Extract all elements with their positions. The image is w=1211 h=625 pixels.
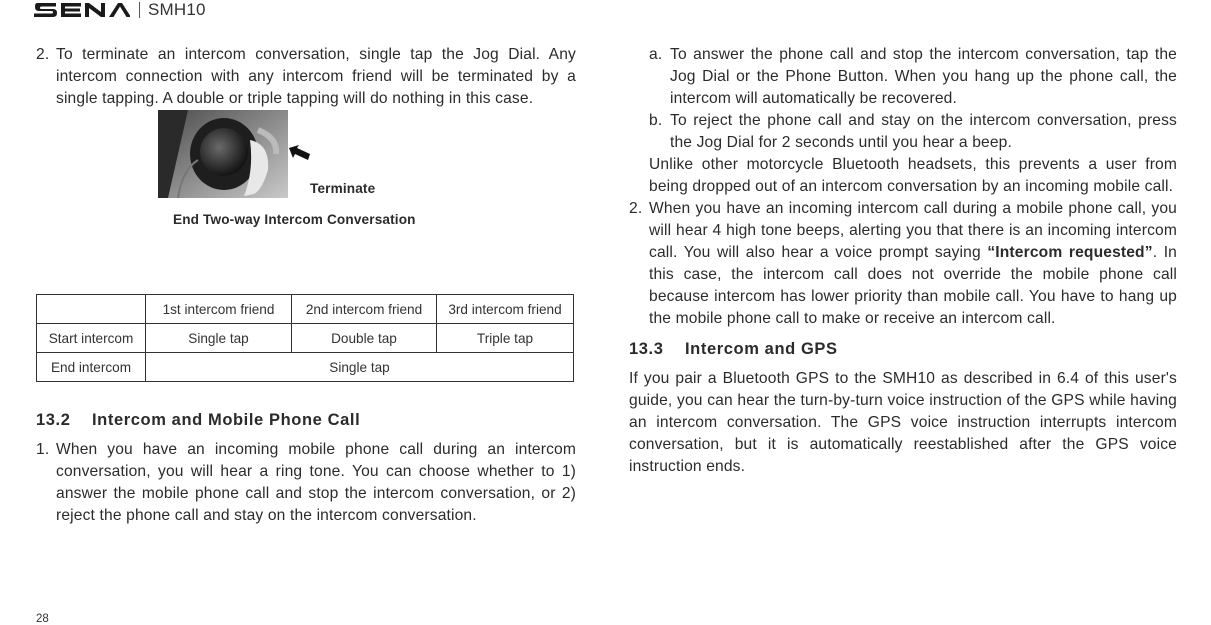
intercom-table	[36, 294, 574, 382]
table-header-row	[37, 295, 574, 324]
header-divider	[139, 2, 140, 18]
model-name: SMH10	[148, 0, 206, 19]
table-cell: Start intercom	[37, 324, 146, 353]
list-text-part: . In this case, the intercom call does not override the mobile phone call because intercom has lower priority than mobile call. You have to hang up the mobile phone call to make or receive an intercom call.	[649, 244, 1177, 327]
list-letter: a.	[649, 46, 663, 63]
page-number: 28	[36, 613, 49, 625]
section-title: Intercom and GPS	[685, 340, 838, 358]
list-number: 1.	[36, 441, 50, 458]
table-header: 3rd intercom friend	[437, 295, 574, 324]
paragraph: If you pair a Bluetooth GPS to the SMH10 as described in 6.4 of this user's guide, you can hear the turn-by-turn voice instruction of the GPS while having an intercom conversation. The GPS voice instruction interrupts intercom conversation, but it is automatically reestablished after the GPS voice instruction ends.	[629, 370, 1177, 475]
sub-list	[629, 44, 1177, 198]
list-text-part: When you have an incoming intercom call during a mobile phone call, you will hear 4 high tone beeps, alerting you that there is an incoming intercom call. You will also hear a voice prompt saying	[649, 200, 1177, 261]
table-row	[37, 324, 574, 353]
list-letter: b.	[649, 112, 663, 129]
section-title: Intercom and Mobile Phone Call	[92, 411, 361, 429]
list-text: To answer the phone call and stop the intercom conversation, tap the Jog Dial or the Phone Button. When you hang up the phone call, the intercom will automatically be recovered.	[670, 46, 1177, 107]
right-column	[629, 44, 1177, 478]
list-item	[649, 110, 1177, 154]
list-item	[629, 198, 1177, 330]
table-cell: Double tap	[292, 324, 437, 353]
list-number: 2.	[629, 200, 643, 217]
section-heading	[36, 409, 576, 431]
list-text	[649, 198, 1177, 330]
section-number: 13.2	[36, 411, 71, 429]
jog-dial-photo	[158, 110, 288, 198]
section-number: 13.3	[629, 340, 664, 358]
table-cell: Triple tap	[437, 324, 574, 353]
list-item	[36, 44, 576, 110]
arrow-icon	[288, 142, 312, 162]
table-cell	[37, 295, 146, 324]
table-row	[37, 353, 574, 382]
table-cell: Single tap	[146, 324, 292, 353]
section-heading	[629, 338, 1177, 360]
terminate-callout: Terminate	[310, 181, 376, 196]
paragraph: Unlike other motorcycle Bluetooth headsets, this prevents a user from being dropped out of an intercom conversation by an incoming mobile call.	[649, 156, 1177, 195]
list-text: To terminate an intercom conversation, single tap the Jog Dial. Any intercom connection with any intercom friend will be terminated by a single tapping. A double or triple tapping will do nothing in this case.	[56, 46, 576, 107]
table-cell: End intercom	[37, 353, 146, 382]
list-number: 2.	[36, 46, 50, 63]
list-text: To reject the phone call and stay on the intercom conversation, press the Jog Dial for 2 seconds until you hear a beep.	[670, 112, 1177, 151]
section-13-2	[36, 409, 576, 527]
figure-caption: End Two-way Intercom Conversation	[173, 212, 416, 227]
page-header	[34, 0, 206, 20]
list-item	[649, 44, 1177, 110]
voice-prompt: “Intercom requested”	[987, 244, 1153, 261]
list-item	[36, 439, 576, 527]
sena-logo	[34, 2, 130, 18]
left-column	[36, 44, 576, 227]
jog-dial-figure	[36, 110, 576, 227]
table-cell: Single tap	[146, 353, 574, 382]
table-header: 1st intercom friend	[146, 295, 292, 324]
list-text: When you have an incoming mobile phone call during an intercom conversation, you will hear a ring tone. You can choose whether to 1) answer the mobile phone call and stop the intercom conversation, or 2) reject the phone call and stay on the intercom conversation.	[56, 441, 576, 524]
table-header: 2nd intercom friend	[292, 295, 437, 324]
